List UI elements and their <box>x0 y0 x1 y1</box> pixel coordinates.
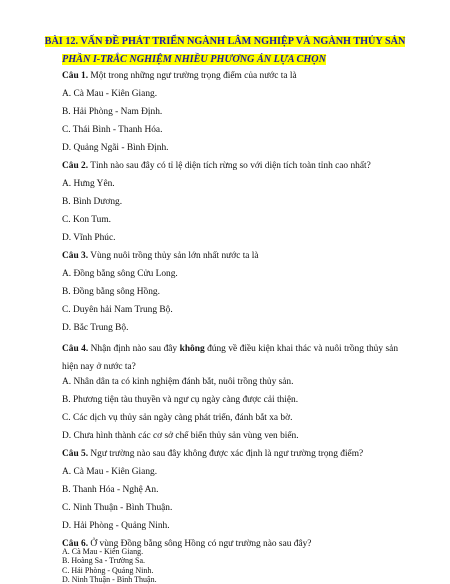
question-number: Câu 5. <box>62 449 89 459</box>
question-number: Câu 1. <box>62 71 89 81</box>
question-text: Tỉnh nào sau đây có tỉ lệ diện tích rừng so với diện tích toàn tỉnh cao nhất? <box>88 161 371 171</box>
question-text-pre: Nhận định nào sau đây <box>88 344 180 354</box>
option-4d: D. Chưa hình thành các cơ sở chế biến thủy sản vùng ven biển. <box>62 431 299 441</box>
option-1a: A. Cà Mau - Kiên Giang. <box>62 89 158 99</box>
option-2c: C. Kon Tum. <box>62 215 111 225</box>
question-5 <box>62 448 363 460</box>
question-2 <box>62 160 371 172</box>
question-3 <box>62 250 259 262</box>
question-text: Một trong những ngư trường trọng điểm của nước ta là <box>88 71 297 81</box>
question-number: Câu 6. <box>62 539 89 549</box>
option-3a: A. Đồng bằng sông Cửu Long. <box>62 269 178 279</box>
question-text: Vùng nuôi trồng thủy sản lớn nhất nước ta là <box>88 251 259 261</box>
option-2a: A. Hưng Yên. <box>62 179 115 189</box>
option-1c: C. Thái Bình - Thanh Hóa. <box>62 125 163 135</box>
option-5d: D. Hải Phòng - Quảng Ninh. <box>62 521 170 531</box>
option-1d: D. Quảng Ngãi - Bình Định. <box>62 143 169 153</box>
option-2d: D. Vĩnh Phúc. <box>62 233 116 243</box>
question-4 <box>62 340 398 376</box>
page-title-text: BÀI 12. VẤN ĐỀ PHÁT TRIỂN NGÀNH LÂM NGHIỆP VÀ NGÀNH THỦY SẢN <box>44 36 406 47</box>
question-text-post: đúng về điều kiện khai thác và nuôi trồng thủy sản hiện nay ở nước ta? <box>62 344 399 372</box>
section-subtitle-text: PHẦN I-TRẮC NGHIỆM NHIỀU PHƯƠNG ÁN LỰA CHỌN <box>62 54 326 65</box>
option-1b: B. Hải Phòng - Nam Định. <box>62 107 163 117</box>
option-5c: C. Ninh Thuận - Bình Thuận. <box>62 503 173 513</box>
question-text: Ngư trường nào sau đây không được xác định là ngư trường trọng điểm? <box>88 449 364 459</box>
question-number: Câu 4. <box>62 344 89 354</box>
question-number: Câu 3. <box>62 251 89 261</box>
option-2b: B. Bình Dương. <box>62 197 123 207</box>
option-6a: A. Cà Mau - Kiên Giang. <box>62 547 144 557</box>
question-1 <box>62 70 297 82</box>
section-subtitle <box>62 53 326 66</box>
question-emphasis: không <box>179 344 205 354</box>
option-5b: B. Thanh Hóa - Nghệ An. <box>62 485 159 495</box>
option-3c: C. Duyên hải Nam Trung Bộ. <box>62 305 173 315</box>
page-title <box>0 35 450 48</box>
question-number: Câu 2. <box>62 161 89 171</box>
option-6d: D. Ninh Thuận - Bình Thuận. <box>62 574 157 584</box>
option-3b: B. Đồng bằng sông Hồng. <box>62 287 160 297</box>
option-4c: C. Các dịch vụ thủy sản ngày càng phát triển, đánh bắt xa bờ. <box>62 413 293 423</box>
option-6b: B. Hoàng Sa - Trường Sa. <box>62 556 146 566</box>
option-6c: C. Hải Phòng - Quảng Ninh. <box>62 565 154 575</box>
option-3d: D. Bắc Trung Bộ. <box>62 323 129 333</box>
option-5a: A. Cà Mau - Kiên Giang. <box>62 467 158 477</box>
question-text: Ở vùng Đồng bằng sông Hồng có ngư trường nào sau đây? <box>88 539 312 549</box>
option-4a: A. Nhân dân ta có kinh nghiệm đánh bắt, nuôi trồng thủy sản. <box>62 377 294 387</box>
option-4b: B. Phương tiện tàu thuyền và ngư cụ ngày càng được cải thiện. <box>62 395 299 405</box>
